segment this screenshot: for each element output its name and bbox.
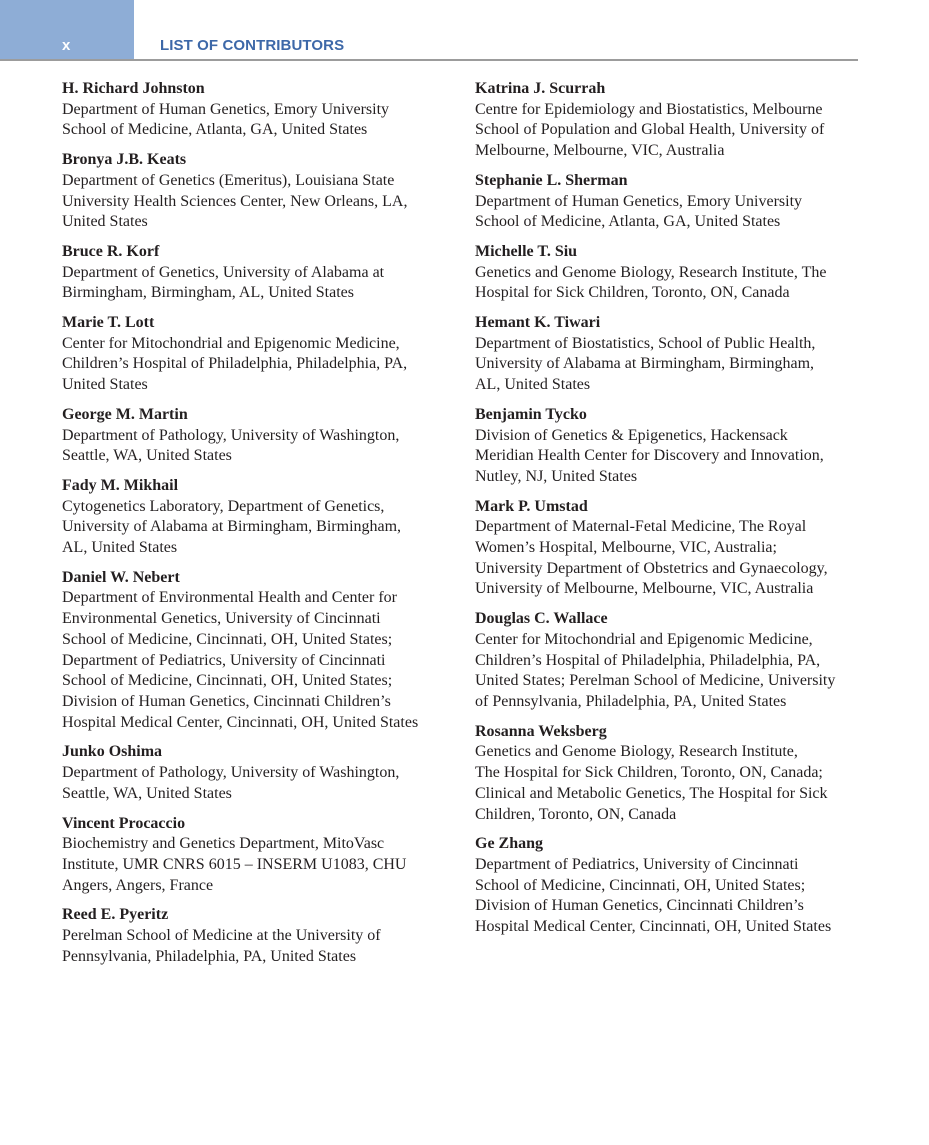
contributor-affiliation-line: Pennsylvania, Philadelphia, PA, United States — [62, 947, 357, 965]
contributor-affiliation-line: Cytogenetics Laboratory, Department of Genetics, — [62, 497, 385, 515]
contributor-affiliation-line: Seattle, WA, United States — [62, 447, 232, 465]
contributor-affiliation-line: Genetics and Genome Biology, Research Institute, The — [475, 263, 827, 281]
contributor-name: Katrina J. Scurrah — [475, 80, 606, 97]
contributor-affiliation-line: Environmental Genetics, University of Cincinnati — [62, 610, 381, 628]
contributor-name: Marie T. Lott — [62, 314, 155, 332]
contributor-name: Michelle T. Siu — [475, 242, 578, 260]
contributor-entry — [62, 79, 460, 141]
contributor-affiliation-line: Nutley, NJ, United States — [475, 467, 638, 485]
contributor-affiliation-line: School of Medicine, Cincinnati, OH, United States; — [62, 672, 393, 690]
contributor-affiliation-line: Department of Pathology, University of Washington, — [62, 426, 400, 444]
contributor-entry — [62, 476, 460, 559]
contributor-affiliation-line: Hospital Medical Center, Cincinnati, OH, United States — [62, 713, 419, 731]
contributor-affiliation-line: School of Medicine, Atlanta, GA, United States — [62, 121, 368, 139]
contributor-affiliation-line: University Department of Obstetrics and Gynaecology, — [475, 559, 828, 577]
contributor-affiliation-line: AL, United States — [62, 539, 178, 557]
contributor-affiliation-line: Women’s Hospital, Melbourne, VIC, Australia; — [475, 539, 777, 557]
contributor-name: Vincent Procaccio — [62, 814, 186, 832]
contributor-name: Ge Zhang — [475, 835, 544, 853]
contributor-affiliation-line: Institute, UMR CNRS 6015 – INSERM U1083, CHU — [62, 855, 407, 873]
contributor-entry — [62, 742, 460, 804]
header-rule — [0, 59, 858, 61]
contributor-name: Stephanie L. Sherman — [475, 171, 628, 189]
contributor-entry — [475, 313, 875, 396]
contributor-affiliation-line: Centre for Epidemiology and Biostatistics, Melbourne — [475, 100, 823, 118]
contributor-affiliation-line: University Health Sciences Center, New Orleans, LA, — [62, 192, 408, 210]
contributor-affiliation-line: Angers, Angers, France — [62, 876, 214, 894]
contributor-entry — [475, 405, 875, 488]
contributor-affiliation-line: Children’s Hospital of Philadelphia, Philadelphia, PA, — [475, 651, 821, 669]
contributor-name: Bruce R. Korf — [62, 242, 160, 260]
contributor-entry — [475, 834, 875, 938]
contributor-entry — [62, 242, 460, 304]
contributor-affiliation-line: School of Medicine, Cincinnati, OH, United States; — [475, 876, 806, 894]
contributor-affiliation-line: Center for Mitochondrial and Epigenomic Medicine, — [475, 630, 813, 648]
contributor-affiliation-line: School of Medicine, Cincinnati, OH, United States; — [62, 630, 393, 648]
contributor-entry — [475, 171, 875, 233]
contributor-affiliation-line: Division of Genetics & Epigenetics, Hackensack — [475, 426, 788, 444]
contributor-affiliation-line: Biochemistry and Genetics Department, MitoVasc — [62, 835, 385, 853]
contributor-name: Rosanna Weksberg — [475, 722, 607, 740]
contributor-affiliation-line: Department of Environmental Health and Center for — [62, 589, 397, 607]
contributor-affiliation-line: Meridian Health Center for Discovery and Innovation, — [475, 447, 824, 465]
contributor-name: Mark P. Umstad — [475, 497, 588, 515]
contributor-affiliation-line: University of Melbourne, Melbourne, VIC, Australia — [475, 580, 814, 598]
contributor-name: Daniel W. Nebert — [62, 568, 180, 586]
contributor-entry — [62, 313, 460, 396]
contributor-affiliation-line: Hospital for Sick Children, Toronto, ON, Canada — [475, 284, 790, 302]
contributor-affiliation-line: Genetics and Genome Biology, Research Institute, — [475, 743, 798, 761]
contributor-affiliation-line: The Hospital for Sick Children, Toronto, ON, Canada; — [475, 764, 823, 782]
contributor-entry — [62, 150, 460, 233]
contributor-name: Hemant K. Tiwari — [475, 314, 601, 332]
contributor-name: Bronya J.B. Keats — [62, 151, 187, 169]
contributor-entry — [475, 497, 875, 601]
contributor-entry — [475, 242, 875, 304]
contributor-entry — [62, 568, 460, 734]
contributor-affiliation-line: University of Alabama at Birmingham, Birmingham, — [475, 355, 815, 373]
contributor-name: H. Richard Johnston — [62, 80, 205, 97]
contributor-affiliation-line: United States; Perelman School of Medicine, University — [475, 672, 836, 690]
contributor-affiliation-line: Hospital Medical Center, Cincinnati, OH, United States — [475, 918, 832, 936]
contributor-affiliation-line: Department of Human Genetics, Emory University — [475, 192, 803, 210]
page-number: x — [62, 37, 71, 54]
contributor-affiliation-line: Division of Human Genetics, Cincinnati Children’s — [62, 692, 391, 710]
contributor-affiliation-line: University of Alabama at Birmingham, Birmingham, — [62, 518, 402, 536]
contributor-affiliation-line: Department of Pathology, University of Washington, — [62, 764, 400, 782]
contributor-affiliation-line: Seattle, WA, United States — [62, 784, 232, 802]
contributor-affiliation-line: Children, Toronto, ON, Canada — [475, 805, 677, 823]
contributor-affiliation-line: of Pennsylvania, Philadelphia, PA, United States — [475, 692, 787, 710]
contributor-affiliation-line: Department of Pediatrics, University of Cincinnati — [62, 651, 386, 669]
contributor-name: George M. Martin — [62, 405, 188, 423]
contributor-affiliation-line: Department of Maternal-Fetal Medicine, The Royal — [475, 518, 807, 536]
contributor-entry — [475, 79, 875, 162]
contributor-name: Benjamin Tycko — [475, 405, 587, 423]
contributors-column-right — [475, 79, 875, 947]
contributor-affiliation-line: Clinical and Metabolic Genetics, The Hospital for Sick — [475, 784, 828, 802]
contributor-entry — [62, 814, 460, 897]
contributor-entry — [62, 905, 460, 967]
contributor-affiliation-line: Department of Genetics, University of Alabama at — [62, 263, 385, 281]
section-title: LIST OF CONTRIBUTORS — [160, 37, 345, 54]
contributor-name: Fady M. Mikhail — [62, 476, 179, 494]
contributor-name: Douglas C. Wallace — [475, 610, 608, 628]
contributor-entry — [475, 609, 875, 713]
contributor-affiliation-line: Birmingham, Birmingham, AL, United States — [62, 284, 354, 302]
contributor-affiliation-line: Center for Mitochondrial and Epigenomic Medicine, — [62, 334, 400, 352]
contributors-column-left — [62, 79, 460, 976]
contributor-affiliation-line: AL, United States — [475, 376, 591, 394]
contributor-affiliation-line: Perelman School of Medicine at the University of — [62, 927, 381, 945]
contributor-entry — [62, 405, 460, 467]
contributor-affiliation-line: Department of Biostatistics, School of Public Health, — [475, 334, 816, 352]
contributor-affiliation-line: Department of Human Genetics, Emory University — [62, 100, 390, 118]
contributor-affiliation-line: Children’s Hospital of Philadelphia, Philadelphia, PA, — [62, 355, 408, 373]
contributor-affiliation-line: United States — [62, 376, 148, 394]
contributor-affiliation-line: School of Population and Global Health, University of — [475, 121, 825, 139]
contributor-affiliation-line: Department of Genetics (Emeritus), Louisiana State — [62, 171, 395, 189]
contributor-name: Reed E. Pyeritz — [62, 906, 169, 924]
contributor-name: Junko Oshima — [62, 743, 163, 761]
contributor-affiliation-line: Department of Pediatrics, University of Cincinnati — [475, 855, 799, 873]
contributor-affiliation-line: Melbourne, Melbourne, VIC, Australia — [475, 142, 725, 160]
contributor-entry — [475, 722, 875, 826]
contributor-affiliation-line: United States — [62, 213, 148, 231]
contributor-affiliation-line: Division of Human Genetics, Cincinnati Children’s — [475, 897, 804, 915]
contributor-affiliation-line: School of Medicine, Atlanta, GA, United States — [475, 213, 781, 231]
